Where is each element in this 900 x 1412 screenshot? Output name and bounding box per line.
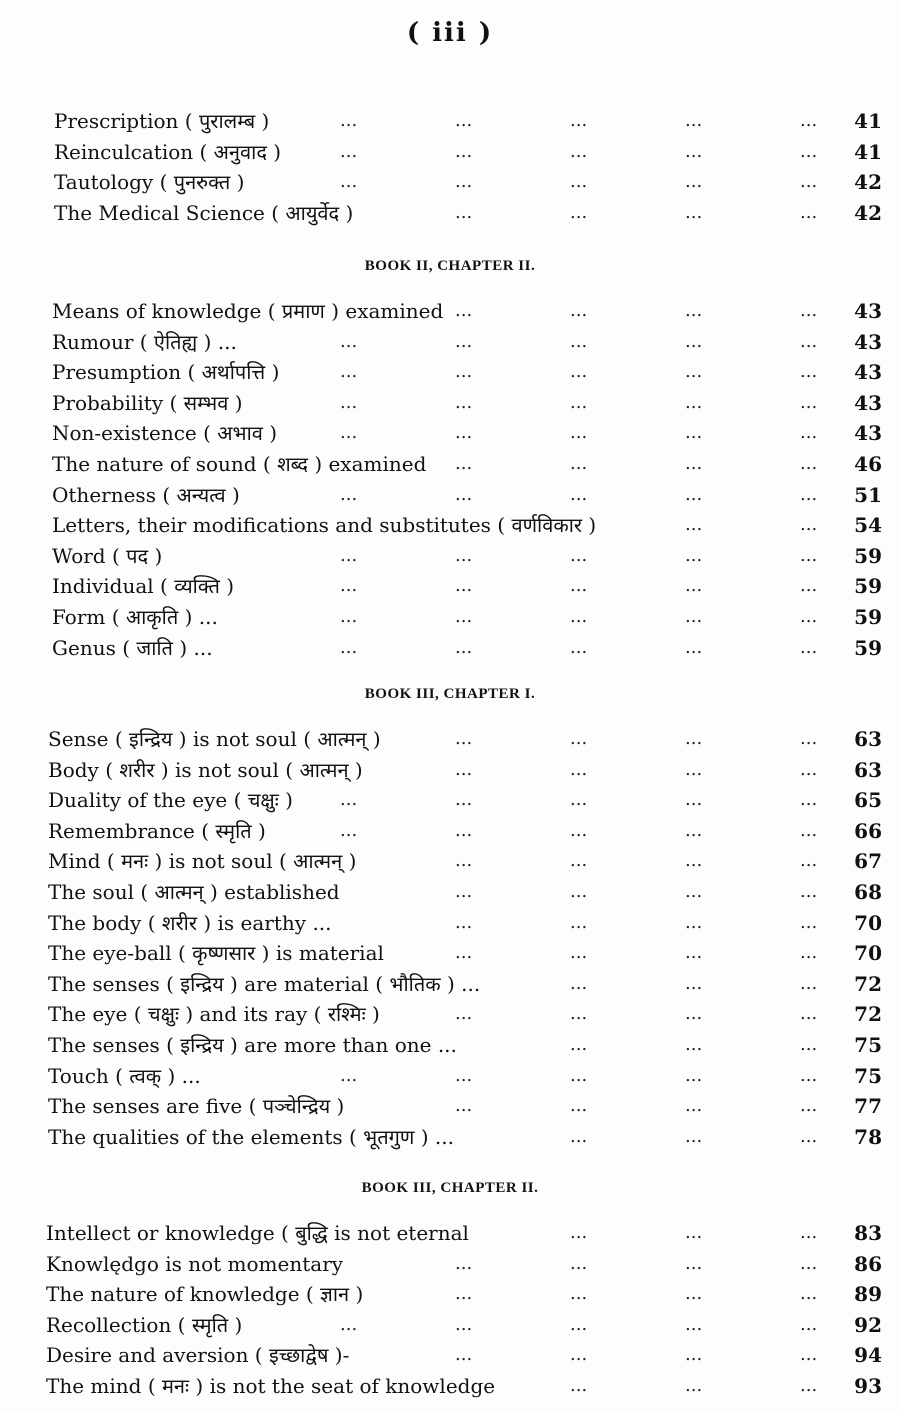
- leader-dots: ...: [800, 819, 818, 841]
- leader-dots: ...: [800, 942, 818, 964]
- leader-dots: ...: [800, 880, 818, 902]
- toc-entry: [0, 167, 900, 198]
- toc-entry: [0, 1122, 900, 1153]
- toc-section-book2-ch2: [0, 296, 900, 663]
- leader-dots: ...: [455, 391, 473, 413]
- toc-entry-page: 54: [854, 513, 882, 538]
- leader-dots: ...: [685, 605, 703, 627]
- leader-dots: ...: [570, 110, 588, 131]
- leader-dots: ...: [455, 911, 473, 933]
- toc-entry: [0, 327, 900, 358]
- leader-dots: ...: [685, 110, 703, 131]
- leader-dots: ...: [800, 544, 818, 566]
- toc-entry: [0, 1030, 900, 1061]
- leader-dots: ...: [570, 1374, 588, 1396]
- toc-list: [0, 296, 900, 663]
- toc-entry: [0, 1310, 900, 1341]
- toc-entry: [0, 1061, 900, 1092]
- leader-dots: ...: [800, 850, 818, 872]
- toc-entry-title: Non-existence ( अभाव ): [52, 421, 278, 446]
- page-number: ( iii ): [406, 18, 494, 48]
- leader-dots: ...: [800, 514, 818, 536]
- leader-dots: ...: [455, 1064, 473, 1086]
- toc-entry: [0, 999, 900, 1030]
- leader-dots: ...: [570, 544, 588, 566]
- leader-dots: ...: [800, 330, 818, 352]
- toc-entry-page: 42: [854, 170, 882, 195]
- leader-dots: ...: [570, 880, 588, 902]
- leader-dots: ...: [455, 1283, 473, 1305]
- leader-dots: ...: [800, 1252, 818, 1274]
- toc-entry-title: The senses ( इन्द्रिय ) are more than one ...: [48, 1032, 457, 1057]
- leader-dots: ...: [455, 789, 473, 811]
- leader-dots: ...: [570, 1033, 588, 1055]
- leader-dots: ...: [800, 391, 818, 413]
- toc-entry: [0, 106, 900, 137]
- leader-dots: ...: [340, 605, 358, 627]
- leader-dots: ...: [340, 636, 358, 658]
- leader-dots: ...: [685, 1095, 703, 1117]
- leader-dots: ...: [570, 972, 588, 994]
- leader-dots: ...: [800, 728, 818, 749]
- leader-dots: ...: [800, 140, 818, 162]
- leader-dots: ...: [570, 1003, 588, 1025]
- leader-dots: ...: [685, 819, 703, 841]
- toc-entry-page: 43: [854, 299, 882, 323]
- toc-entry-title: Prescription ( पुरालम्ब ): [54, 109, 270, 133]
- leader-dots: ...: [455, 1095, 473, 1117]
- toc-entry-page: 63: [854, 727, 882, 751]
- leader-dots: ...: [340, 544, 358, 566]
- toc-entry-title: Reinculcation ( अनुवाद ): [54, 139, 282, 164]
- toc-entry-page: 43: [854, 360, 882, 385]
- leader-dots: ...: [685, 1374, 703, 1396]
- leader-dots: ...: [685, 636, 703, 658]
- leader-dots: ...: [800, 422, 818, 444]
- toc-entry-page: 93: [854, 1373, 882, 1398]
- leader-dots: ...: [455, 880, 473, 902]
- toc-entry-title: Presumption ( अर्थापत्ति ): [52, 360, 280, 385]
- toc-entry-page: 94: [854, 1343, 882, 1368]
- leader-dots: ...: [455, 110, 473, 131]
- leader-dots: ...: [800, 452, 818, 474]
- leader-dots: ...: [685, 575, 703, 597]
- leader-dots: ...: [340, 140, 358, 162]
- leader-dots: ...: [455, 483, 473, 505]
- toc-entry: [0, 724, 900, 755]
- toc-entry-title: The senses are five ( पञ्चेन्द्रिय ): [48, 1094, 345, 1119]
- toc-entry-title: Rumour ( ऐतिह्य ) ...: [52, 329, 237, 354]
- toc-section-continued: [0, 106, 900, 228]
- leader-dots: ...: [800, 636, 818, 658]
- toc-entry-page: 41: [854, 139, 882, 164]
- leader-dots: ...: [570, 452, 588, 474]
- toc-entry: [0, 908, 900, 939]
- leader-dots: ...: [570, 1313, 588, 1335]
- leader-dots: ...: [800, 758, 818, 780]
- leader-dots: ...: [455, 361, 473, 383]
- leader-dots: ...: [800, 1344, 818, 1366]
- toc-entry-page: 59: [854, 543, 882, 568]
- toc-entry-page: 42: [854, 200, 882, 225]
- leader-dots: ...: [570, 575, 588, 597]
- leader-dots: ...: [570, 1222, 588, 1243]
- toc-list: [0, 106, 900, 228]
- leader-dots: ...: [685, 544, 703, 566]
- leader-dots: ...: [570, 171, 588, 193]
- leader-dots: ...: [685, 391, 703, 413]
- toc-entry-page: 77: [854, 1094, 882, 1119]
- leader-dots: ...: [800, 1095, 818, 1117]
- leader-dots: ...: [570, 1252, 588, 1274]
- leader-dots: ...: [570, 330, 588, 352]
- leader-dots: ...: [455, 171, 473, 193]
- toc-entry-title: Sense ( इन्द्रिय ) is not soul ( आत्मन् ): [48, 727, 381, 751]
- toc-entry-page: 43: [854, 329, 882, 354]
- toc-entry-title: Otherness ( अन्यत्व ): [52, 482, 240, 507]
- leader-dots: ...: [685, 728, 703, 749]
- leader-dots: ...: [340, 422, 358, 444]
- toc-entry-title: The nature of knowledge ( ज्ञान ): [46, 1282, 364, 1307]
- leader-dots: ...: [685, 140, 703, 162]
- leader-dots: ...: [455, 1003, 473, 1025]
- leader-dots: ...: [455, 140, 473, 162]
- leader-dots: ...: [340, 361, 358, 383]
- toc-entry-page: 63: [854, 757, 882, 782]
- toc-entry-page: 59: [854, 574, 882, 599]
- leader-dots: ...: [455, 1344, 473, 1366]
- leader-dots: ...: [455, 819, 473, 841]
- toc-entry: [0, 785, 900, 816]
- toc-entry-title: Recollection ( स्मृति ): [46, 1312, 243, 1337]
- toc-entry-title: The qualities of the elements ( भूतगुण ) ...: [48, 1124, 454, 1149]
- toc-entry: [0, 1091, 900, 1122]
- toc-entry-page: 65: [854, 788, 882, 813]
- leader-dots: ...: [455, 636, 473, 658]
- toc-entry: [0, 816, 900, 847]
- toc-entry: [0, 846, 900, 877]
- toc-entry: [0, 1279, 900, 1310]
- leader-dots: ...: [570, 300, 588, 321]
- leader-dots: ...: [340, 483, 358, 505]
- leader-dots: ...: [685, 201, 703, 223]
- toc-entry-page: 70: [854, 910, 882, 935]
- leader-dots: ...: [455, 422, 473, 444]
- leader-dots: ...: [455, 1313, 473, 1335]
- toc-entry: [0, 969, 900, 1000]
- leader-dots: ...: [455, 300, 473, 321]
- leader-dots: ...: [570, 911, 588, 933]
- toc-entry: [0, 938, 900, 969]
- toc-entry-title: The nature of sound ( शब्द ) examined: [52, 451, 427, 476]
- toc-entry: [0, 755, 900, 786]
- toc-entry: [0, 633, 900, 664]
- leader-dots: ...: [685, 758, 703, 780]
- leader-dots: ...: [800, 605, 818, 627]
- toc-entry-title: Tautology ( पुनरुक्त ): [54, 170, 245, 195]
- leader-dots: ...: [800, 575, 818, 597]
- leader-dots: ...: [800, 1283, 818, 1305]
- toc-entry-title: Form ( आकृति ) ...: [52, 604, 218, 629]
- toc-entry-title: The senses ( इन्द्रिय ) are material ( भौतिक ) ...: [48, 971, 481, 996]
- leader-dots: ...: [685, 1003, 703, 1025]
- toc-entry-page: 43: [854, 421, 882, 446]
- toc-entry-title: The eye-ball ( कृष्णसार ) is material: [48, 941, 384, 966]
- leader-dots: ...: [455, 575, 473, 597]
- leader-dots: ...: [800, 201, 818, 223]
- leader-dots: ...: [685, 514, 703, 536]
- leader-dots: ...: [570, 1125, 588, 1147]
- leader-dots: ...: [685, 1125, 703, 1147]
- toc-entry-title: Duality of the eye ( चक्षुः ): [48, 788, 293, 813]
- toc-entry: [0, 602, 900, 633]
- leader-dots: ...: [800, 300, 818, 321]
- leader-dots: ...: [800, 483, 818, 505]
- toc-entry-page: 59: [854, 635, 882, 660]
- leader-dots: ...: [685, 1222, 703, 1243]
- leader-dots: ...: [570, 850, 588, 872]
- leader-dots: ...: [800, 1003, 818, 1025]
- leader-dots: ...: [800, 1313, 818, 1335]
- toc-entry-page: 75: [854, 1063, 882, 1088]
- leader-dots: ...: [685, 1283, 703, 1305]
- chapter-heading: BOOK III, CHAPTER II.: [361, 1180, 539, 1196]
- leader-dots: ...: [340, 819, 358, 841]
- leader-dots: ...: [685, 422, 703, 444]
- leader-dots: ...: [570, 201, 588, 223]
- toc-entry-page: 78: [854, 1124, 882, 1149]
- leader-dots: ...: [800, 789, 818, 811]
- toc-entry-page: 68: [854, 879, 882, 904]
- toc-entry-title: The eye ( चक्षुः ) and its ray ( रश्मिः ): [48, 1002, 380, 1027]
- toc-entry: [0, 137, 900, 168]
- leader-dots: ...: [685, 300, 703, 321]
- toc-entry-title: Desire and aversion ( इच्छाद्वेष )-: [46, 1343, 350, 1368]
- toc-entry: [0, 541, 900, 572]
- leader-dots: ...: [340, 171, 358, 193]
- leader-dots: ...: [570, 636, 588, 658]
- toc-entry-title: Genus ( जाति ) ...: [52, 635, 213, 660]
- leader-dots: ...: [800, 110, 818, 131]
- leader-dots: ...: [685, 972, 703, 994]
- leader-dots: ...: [570, 605, 588, 627]
- toc-entry-page: 83: [854, 1221, 882, 1245]
- toc-entry-page: 72: [854, 1002, 882, 1027]
- leader-dots: ...: [685, 880, 703, 902]
- toc-entry-title: Letters, their modifications and substitutes ( वर्णविकार ): [52, 513, 597, 538]
- toc-entry-page: 66: [854, 818, 882, 843]
- leader-dots: ...: [570, 483, 588, 505]
- toc-entry: [0, 1340, 900, 1371]
- toc-entry: [0, 571, 900, 602]
- leader-dots: ...: [685, 1033, 703, 1055]
- leader-dots: ...: [685, 1313, 703, 1335]
- leader-dots: ...: [685, 1344, 703, 1366]
- leader-dots: ...: [455, 758, 473, 780]
- toc-entry: [0, 357, 900, 388]
- leader-dots: ...: [340, 1064, 358, 1086]
- leader-dots: ...: [340, 789, 358, 811]
- leader-dots: ...: [685, 171, 703, 193]
- toc-entry: [0, 1249, 900, 1280]
- leader-dots: ...: [455, 544, 473, 566]
- leader-dots: ...: [800, 1064, 818, 1086]
- leader-dots: ...: [685, 911, 703, 933]
- leader-dots: ...: [685, 789, 703, 811]
- toc-entry-title: Body ( शरीर ) is not soul ( आत्मन् ): [48, 757, 363, 782]
- chapter-heading: BOOK III, CHAPTER I.: [364, 686, 536, 702]
- toc-entry-title: Individual ( व्यक्ति ): [52, 574, 235, 599]
- leader-dots: ...: [455, 605, 473, 627]
- toc-entry-page: 43: [854, 390, 882, 415]
- toc-entry-page: 70: [854, 941, 882, 966]
- leader-dots: ...: [685, 483, 703, 505]
- toc-entry-page: 75: [854, 1032, 882, 1057]
- toc-entry: [0, 296, 900, 327]
- leader-dots: ...: [455, 728, 473, 749]
- leader-dots: ...: [800, 911, 818, 933]
- leader-dots: ...: [455, 201, 473, 223]
- leader-dots: ...: [800, 1222, 818, 1243]
- toc-entry-title: Word ( पद ): [52, 543, 163, 568]
- leader-dots: ...: [340, 110, 358, 131]
- leader-dots: ...: [570, 1064, 588, 1086]
- toc-entry-page: 41: [854, 109, 882, 133]
- toc-list: [0, 1218, 900, 1402]
- toc-entry-title: The soul ( आत्मन् ) established: [48, 879, 340, 904]
- leader-dots: ...: [455, 330, 473, 352]
- leader-dots: ...: [570, 1283, 588, 1305]
- toc-entry-title: The body ( शरीर ) is earthy ...: [48, 910, 332, 935]
- toc-entry-page: 46: [854, 451, 882, 476]
- leader-dots: ...: [800, 361, 818, 383]
- leader-dots: ...: [455, 1252, 473, 1274]
- toc-entry: [0, 449, 900, 480]
- toc-entry-title: Touch ( त्वक् ) ...: [48, 1063, 201, 1088]
- leader-dots: ...: [570, 942, 588, 964]
- toc-entry-title: Probability ( सम्भव ): [52, 390, 243, 415]
- leader-dots: ...: [800, 1125, 818, 1147]
- leader-dots: ...: [570, 140, 588, 162]
- toc-entry-title: Remembrance ( स्मृति ): [48, 818, 266, 843]
- leader-dots: ...: [455, 942, 473, 964]
- leader-dots: ...: [685, 850, 703, 872]
- leader-dots: ...: [800, 972, 818, 994]
- leader-dots: ...: [340, 330, 358, 352]
- toc-entry-page: 67: [854, 849, 882, 874]
- toc-section-book3-ch2: [0, 1218, 900, 1402]
- leader-dots: ...: [570, 819, 588, 841]
- toc-entry-page: 86: [854, 1251, 882, 1276]
- leader-dots: ...: [340, 1313, 358, 1335]
- toc-entry: [0, 510, 900, 541]
- leader-dots: ...: [570, 758, 588, 780]
- leader-dots: ...: [685, 452, 703, 474]
- chapter-heading: BOOK II, CHAPTER II.: [364, 258, 536, 274]
- toc-entry: [0, 1218, 900, 1249]
- toc-entry: [0, 198, 900, 229]
- leader-dots: ...: [570, 391, 588, 413]
- toc-entry-page: 72: [854, 971, 882, 996]
- leader-dots: ...: [800, 1374, 818, 1396]
- toc-section-book3-ch1: [0, 724, 900, 1152]
- leader-dots: ...: [570, 728, 588, 749]
- toc-entry-title: The Medical Science ( आयुर्वेद ): [54, 200, 354, 225]
- toc-entry-title: Means of knowledge ( प्रमाण ) examined: [52, 299, 444, 323]
- toc-entry: [0, 480, 900, 511]
- toc-entry-page: 51: [854, 482, 882, 507]
- leader-dots: ...: [570, 1344, 588, 1366]
- toc-entry-title: Knowlędgo is not momentary: [46, 1251, 344, 1276]
- leader-dots: ...: [685, 330, 703, 352]
- toc-entry-page: 59: [854, 604, 882, 629]
- leader-dots: ...: [570, 361, 588, 383]
- leader-dots: ...: [455, 452, 473, 474]
- leader-dots: ...: [800, 1033, 818, 1055]
- toc-entry-page: 92: [854, 1312, 882, 1337]
- leader-dots: ...: [685, 1252, 703, 1274]
- leader-dots: ...: [570, 422, 588, 444]
- toc-entry-title: The mind ( मनः ) is not the seat of knowledge: [46, 1373, 496, 1398]
- leader-dots: ...: [455, 850, 473, 872]
- toc-entry: [0, 418, 900, 449]
- leader-dots: ...: [685, 942, 703, 964]
- toc-entry-title: Intellect or knowledge ( बुद्धि is not eternal: [46, 1221, 469, 1245]
- toc-entry-title: Mind ( मनः ) is not soul ( आत्मन् ): [48, 849, 357, 874]
- leader-dots: ...: [800, 171, 818, 193]
- leader-dots: ...: [570, 1095, 588, 1117]
- toc-entry: [0, 877, 900, 908]
- toc-entry-page: 89: [854, 1282, 882, 1307]
- leader-dots: ...: [340, 575, 358, 597]
- toc-entry: [0, 1371, 900, 1402]
- toc-entry: [0, 388, 900, 419]
- leader-dots: ...: [570, 789, 588, 811]
- leader-dots: ...: [685, 1064, 703, 1086]
- leader-dots: ...: [685, 361, 703, 383]
- leader-dots: ...: [340, 391, 358, 413]
- toc-list: [0, 724, 900, 1152]
